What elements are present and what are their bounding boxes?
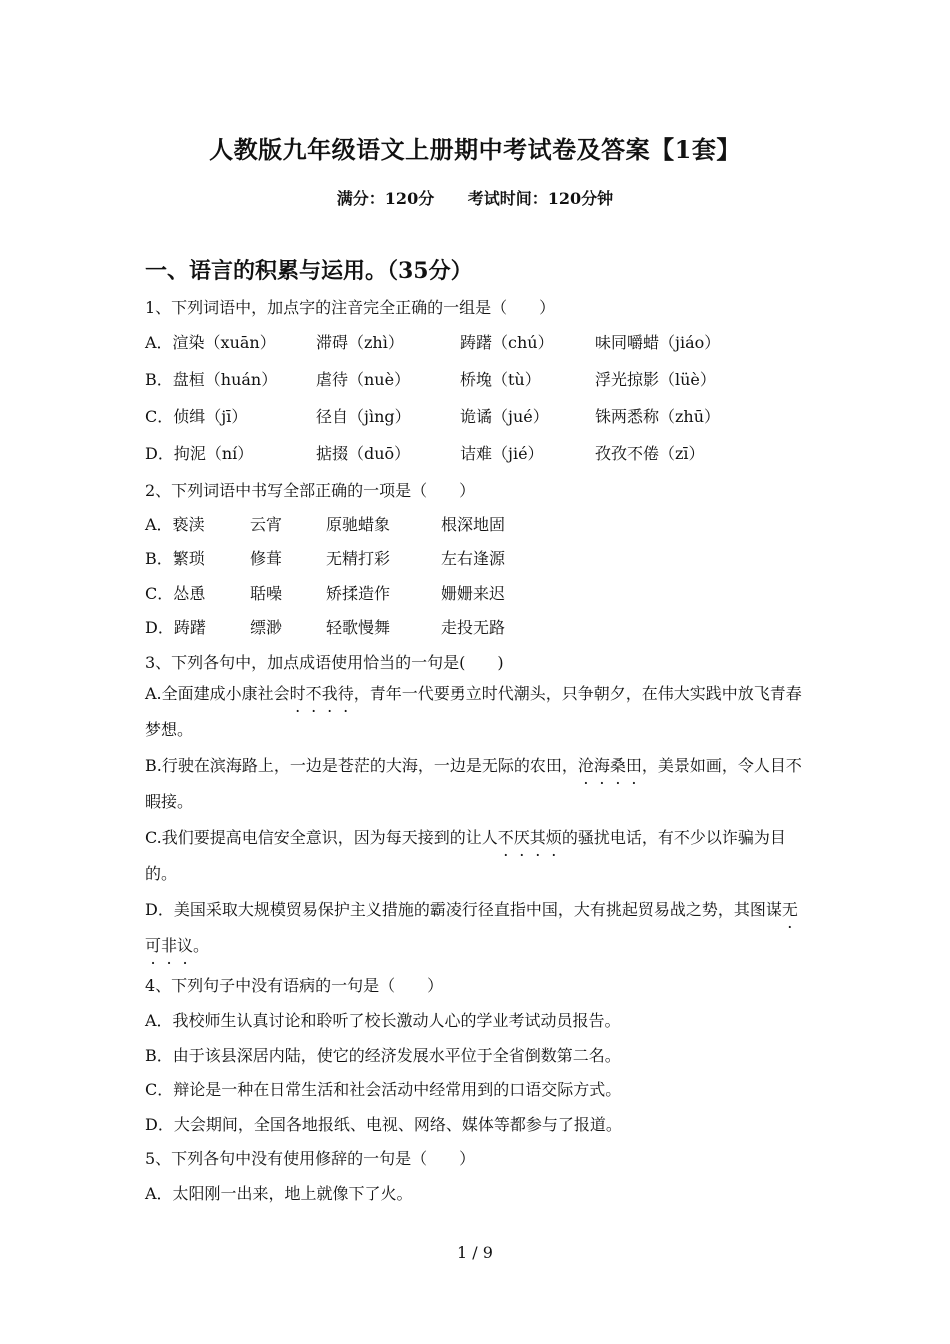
option-cell: A．渲染（xuān） [145,333,276,352]
question-3-option-d [145,892,813,964]
question-3-option-b [145,748,813,820]
dotted-char: 海 [593,756,610,775]
option-text: C.我们要提高电信安全意识，因为每天接到的让人 [145,828,498,847]
dotted-char: 桑 [609,756,626,775]
page-number: 1 / 9 [457,1243,493,1262]
question-3-stem: 3、下列各句中，加点成语使用恰当的一句是( ) [145,653,504,672]
dotted-char: 无 [781,900,798,919]
dotted-char: 不 [497,828,514,847]
option-cell: C．怂恿 [145,584,206,603]
question-4-option-c: C．辩论是一种在日常生活和社会活动中经常用到的口语交际方式。 [145,1080,622,1099]
question-4-option-d: D．大会期间，全国各地报纸、电视、网络、媒体等都参与了报道。 [145,1115,622,1134]
question-4-stem: 4、下列句子中没有语病的一句是（ ） [145,976,444,995]
option-cell: B．盘桓（huán） [145,370,278,389]
exam-info [0,186,950,209]
option-text: 。 [193,936,210,955]
dotted-idiom [498,828,562,847]
option-cell: 径自（jìng） [316,407,411,426]
option-cell: 轻歌慢舞 [326,618,391,637]
dotted-char: 不 [305,684,322,703]
dotted-idiom [578,756,642,775]
option-cell: 聒噪 [250,584,283,603]
dotted-char: 田 [625,756,642,775]
option-cell: 诡谲（jué） [460,407,549,426]
section-heading: 一、语言的积累与运用。（35分） [145,258,473,284]
page-title: 人教版九年级语文上册期中考试卷及答案【1套】 [209,135,741,164]
option-cell: 踌躇（chú） [460,333,554,352]
option-cell: 走投无路 [441,618,506,637]
full-score: 满分：120分 [336,189,435,208]
option-cell: 根深地固 [441,515,506,534]
question-2-stem: 2、下列词语中书写全部正确的一项是（ ） [145,481,476,500]
dotted-idiom [290,684,354,703]
question-1-stem: 1、下列词语中，加点字的注音完全正确的一组是（ ） [145,298,556,317]
dotted-char: 沧 [577,756,594,775]
option-text: ，青年一代要勇立时代潮头，只争朝夕，在伟大实践中放飞青春梦想。 [145,684,802,739]
option-cell: 修葺 [250,549,283,568]
option-cell: 虐待（nuè） [316,370,411,389]
dotted-char: 我 [321,684,338,703]
option-cell: D．拘泥（ní） [145,444,254,463]
question-3-option-a [145,676,813,748]
option-cell: 原驰蜡象 [326,515,391,534]
dotted-char: 可 [145,936,162,955]
dotted-char: 待 [337,684,354,703]
dotted-char: 非 [161,936,178,955]
option-cell: 云宵 [250,515,283,534]
dotted-char: 议 [177,936,194,955]
option-cell: 味同嚼蜡（jiáo） [595,333,721,352]
option-text: ，美景如画，令人目不暇接。 [145,756,802,811]
option-cell: C．侦缉（jī） [145,407,248,426]
option-cell: 无精打彩 [326,549,391,568]
option-cell: 浮光掠影（lüè） [595,370,716,389]
option-cell: A．亵渎 [145,515,205,534]
option-cell: 缥渺 [250,618,283,637]
option-cell: B．繁琐 [145,549,205,568]
option-cell: 桥堍（tù） [460,370,541,389]
question-4-option-a: A．我校师生认真讨论和聆听了校长激动人心的学业考试动员报告。 [145,1011,621,1030]
option-text: 的骚扰电话，有不少以诈骗为目的。 [145,828,786,883]
option-text: B.行驶在滨海路上，一边是苍茫的大海，一边是无际的农田， [145,756,578,775]
option-cell: 左右逢源 [441,549,506,568]
option-cell: 矫揉造作 [326,584,391,603]
question-5-option-a: A．太阳刚一出来，地上就像下了火。 [145,1184,413,1203]
question-3-option-c [145,820,813,892]
option-cell: 孜孜不倦（zī） [595,444,705,463]
option-cell: 姗姗来迟 [441,584,506,603]
option-cell: 掂掇（duō） [316,444,411,463]
dotted-char: 其 [529,828,546,847]
dotted-char: 烦 [545,828,562,847]
dotted-char: 厌 [513,828,530,847]
question-5-stem: 5、下列各句中没有使用修辞的一句是（ ） [145,1149,476,1168]
question-4-option-b: B．由于该县深居内陆，使它的经济发展水平位于全省倒数第二名。 [145,1046,621,1065]
option-cell: D．踌躇 [145,618,206,637]
option-text: D．美国采取大规模贸易保护主义措施的霸凌行径直指中国，大有挑起贸易战之势，其图谋 [145,900,782,919]
exam-time: 考试时间：120分钟 [467,189,614,208]
option-cell: 铢两悉称（zhū） [595,407,721,426]
option-cell: 滞碍（zhì） [316,333,404,352]
dotted-char: 时 [289,684,306,703]
option-text: A.全面建成小康社会 [145,684,290,703]
option-cell: 诘难（jié） [460,444,544,463]
